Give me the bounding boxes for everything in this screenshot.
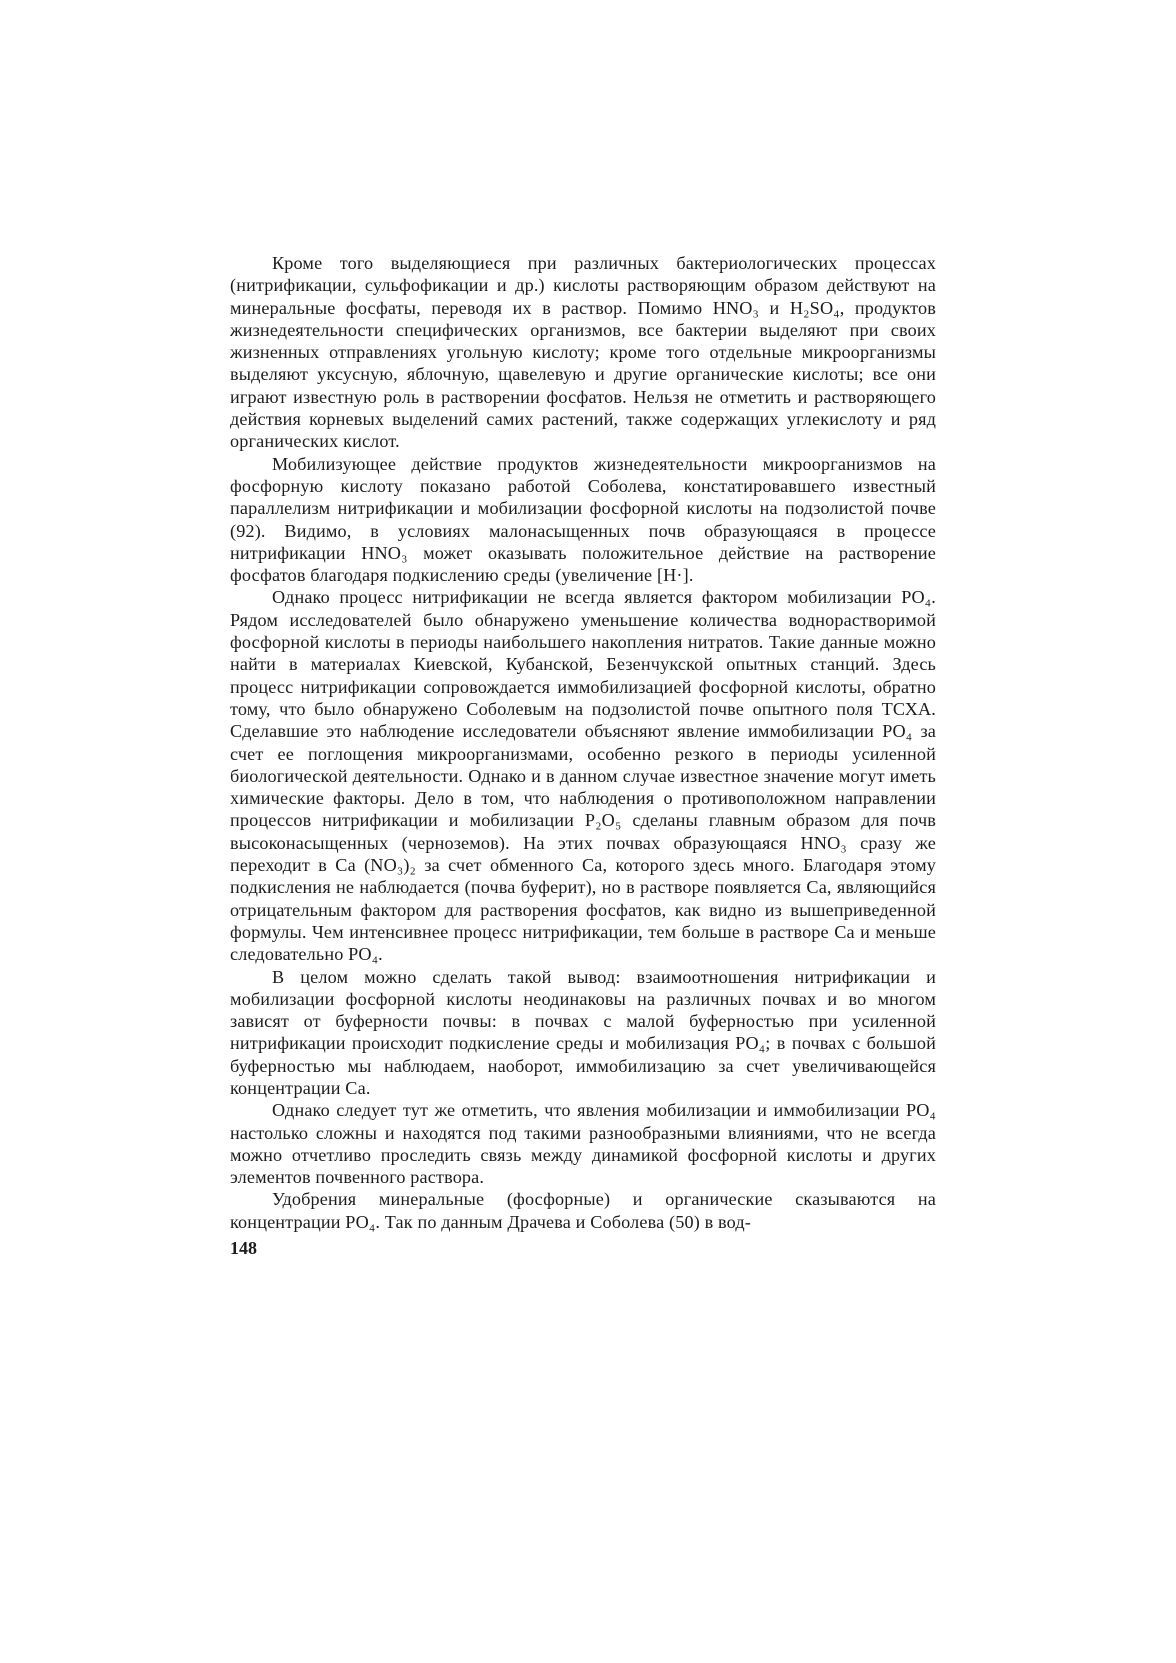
paragraph-sobolev-mobilization: Мобилизующее действие продуктов жизнедеятельности микроорганизмов на фосфорную кислоту показано работой Соболева, констатировавшего известный параллелизм нитрификации и мобилизации фосфорной кислоты на подзолистой почве (92). Видимо, в условиях малонасыщенных почв образующаяся в процессе нитрификации HNO₃ может оказывать положительное действие на растворение фосфатов благодаря подкислению среды (увеличение [H·]. (230, 453, 936, 586)
paragraph-acids-dissolving-phosphates: Кроме того выделяющиеся при различных бактериологических процессах (нитрификации, сульфофикации и др.) кислоты растворяющим образом действуют на минеральные фосфаты, переводя их в раствор. Помимо HNO₃ и H₂SO₄, продуктов жизнедеятельности специфических организмов, все бактерии выделяют при своих жизненных отправлениях угольную кислоту; кроме того отдельные микроорганизмы выделяют уксусную, яблочную, щавелевую и другие органические кислоты; все они играют известную роль в растворении фосфатов. Нельзя не отметить и растворяющего действия корневых выделений самих растений, также содержащих углекислоту и ряд органических кислот. (230, 253, 936, 452)
page-number: 148 (230, 1238, 257, 1259)
page-body (230, 252, 936, 1259)
paragraph-fertilizers: Удобрения минеральные (фосфорные) и органические сказываются на концентрации PO₄. Так по данным Драчева и Соболева (50) в вод- (230, 1189, 936, 1232)
paragraph-complexity-note: Однако следует тут же отметить, что явления мобилизации и иммобилизации PO₄ настолько сложны и находятся под такими разнообразными влияниями, что не всегда можно отчетливо проследить связь между динамикой фосфорной кислоты и других элементов почвенного раствора. (230, 1100, 936, 1188)
paragraph-nitrification-immobilization: Однако процесс нитрификации не всегда является фактором мобилизации PO₄. Рядом исследователей было обнаружено уменьшение количества воднорастворимой фосфорной кислоты в периоды наибольшего накопления нитратов. Такие данные можно найти в материалах Киевской, Кубанской, Безенчукской опытных станций. Здесь процесс нитрификации сопровождается иммобилизацией фосфорной кислоты, обратно тому, что было обнаружено Соболевым на подзолистой почве опытного поля ТСХА. Сделавшие это наблюдение исследователи объясняют явление иммобилизации PO₄ за счет ее поглощения микроорганизмами, особенно резкого в периоды усиленной биологической деятельности. Однако и в данном случае известное значение могут иметь химические факторы. Дело в том, что наблюдения о противоположном направлении процессов нитрификации и мобилизации P₂O₅ сделаны главным образом для почв высоконасыщенных (черноземов). На этих почвах образующаяся HNO₃ сразу же переходит в Ca (NO₃)₂ за счет обменного Ca, которого здесь много. Благодаря этому подкисления не наблюдается (почва буферит), но в растворе появляется Ca, являющийся отрицательным фактором для растворения фосфатов, как видно из вышеприведенной формулы. Чем интенсивнее процесс нитрификации, тем больше в растворе Ca и меньше следовательно PO₄. (230, 587, 936, 965)
paragraph-conclusion-buffering: В целом можно сделать такой вывод: взаимоотношения нитрификации и мобилизации фосфорной кислоты неодинаковы на различных почвах и во многом зависят от буферности почвы: в почвах с малой буферностью при усиленной нитрификации происходит подкисление среды и мобилизация PO₄; в почвах с большой буферностью мы наблюдаем, наоборот, иммобилизацию за счет увеличивающейся концентрации Ca. (230, 966, 936, 1098)
